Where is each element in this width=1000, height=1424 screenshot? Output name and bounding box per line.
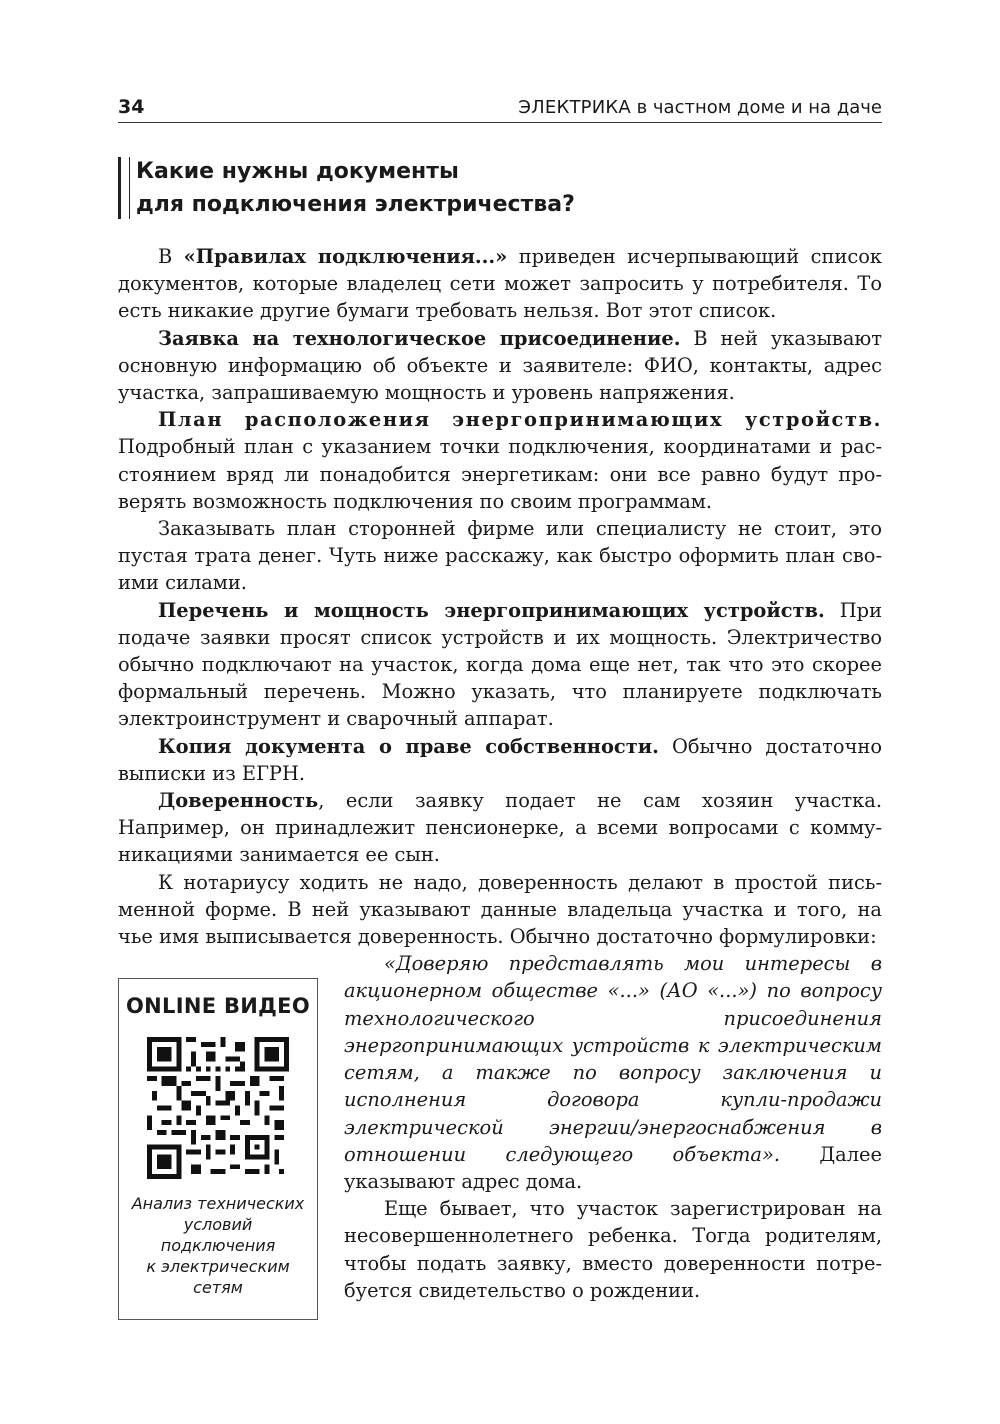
paragraph-1 [118, 243, 882, 325]
paragraph-6 [118, 733, 882, 787]
running-title-rest: в частном доме и на даче [630, 97, 882, 118]
running-title [518, 97, 882, 118]
running-title-caps: ЭЛЕКТРИКА [518, 97, 631, 118]
title-bar-decoration [118, 157, 130, 219]
paragraph-3 [118, 406, 882, 515]
caption-line-5: сетям [193, 1278, 243, 1298]
section-title [118, 155, 575, 221]
online-video-title: ONLINE ВИДЕО [126, 994, 310, 1019]
p6-bold: Копия документа о праве собственности. [158, 734, 659, 758]
p1-bold: «Правилах подключения...» [183, 245, 508, 268]
p3-rest: Подробный план с указанием точки подключения, координатами и расстоянием вряд ли понадобится энергетикам: они все равно будут проверять возможность подключения по своим программам. [118, 435, 882, 513]
caption-line-2: условий [183, 1215, 253, 1235]
paragraph-4: Заказывать план сторонней фирме или специалисту не стоит, это пустая трата денег. Чуть ниже расскажу, как быстро оформить план своими силами. [118, 517, 882, 595]
p2-bold: Заявка на технологическое присоединение. [158, 326, 681, 350]
p9-rest: Далее указывают адрес дома. [344, 1142, 882, 1193]
paragraph-10: Еще бывает, что участок зарегистрирован на несовершеннолетнего ребенка. Тогда родителям, чтобы подать заявку, вместо доверенности потребуется свидетельство о рождении. [344, 1197, 882, 1302]
page-number: 34 [118, 96, 145, 118]
section-title-line-1: Какие нужны документы [136, 159, 459, 184]
running-header [118, 96, 882, 123]
p2-rest: В ней указывают основную информацию об объекте и заявителе: ФИО, контакты, адрес участка, запрашиваемую мощность и уровень напряжения. [118, 326, 882, 405]
section-title-line-2: для подключения электричества? [136, 192, 575, 217]
p7-rest: , если заявку подает не сам хозяин участка. Например, он принадлежит пенсионерке, а всеми вопросами с коммуникациями занимается ее сын. [118, 789, 882, 867]
caption-line-1: Анализ технических [131, 1194, 305, 1214]
p1-pre: В [158, 245, 184, 268]
p8-text: К нотариусу ходить не надо, доверенность делают в простой письменной форме. В ней указывают данные владельца участка и того, на чье имя выписывается доверенность. Обычно достаточно формулировки: [118, 870, 882, 949]
caption-line-3: подключения [160, 1236, 276, 1256]
paragraph-5 [118, 597, 882, 733]
p1-rest: приведен исчерпывающий список документов, которые владелец сети может запросить у потребителя. То есть никакие другие бумаги требовать нельзя. Вот этот список. [118, 245, 882, 323]
caption-line-4: к электрическим [146, 1257, 290, 1277]
paragraph-8 [118, 869, 882, 951]
p6-rest: Обычно достаточно выписки из ЕГРН. [118, 734, 882, 785]
body-text [118, 243, 882, 1326]
p3-bold: План расположения энергопринимающих устройств. [158, 408, 882, 432]
p5-bold: Перечень и мощность энергопринимающих устройств. [158, 598, 825, 622]
p7-bold: Доверенность [158, 789, 319, 813]
online-video-box[interactable] [118, 978, 318, 1320]
p9-quote: «Доверяю представлять мои интересы в акционерном обществе «...» (АО «...») по вопросу технологического присоединения энергопринимающих устройств к электрическим сетям, а также по вопросу заключения и исполнения договора купли-продажи электрической энергии/энергоснабжения в отношении следующего объекта». [344, 952, 882, 1166]
paragraph-2 [118, 325, 882, 407]
qr-code-icon[interactable] [147, 1037, 289, 1179]
video-caption [125, 1193, 311, 1298]
p5-rest: При подаче заявки просят список устройств и их мощность. Электричество обычно подключают на участок, когда дома еще нет, так что это скорее формальный перечень. Можно указать, что планируете подключать электроинструмент и сварочный аппарат. [118, 598, 882, 731]
paragraph-7 [118, 787, 882, 869]
